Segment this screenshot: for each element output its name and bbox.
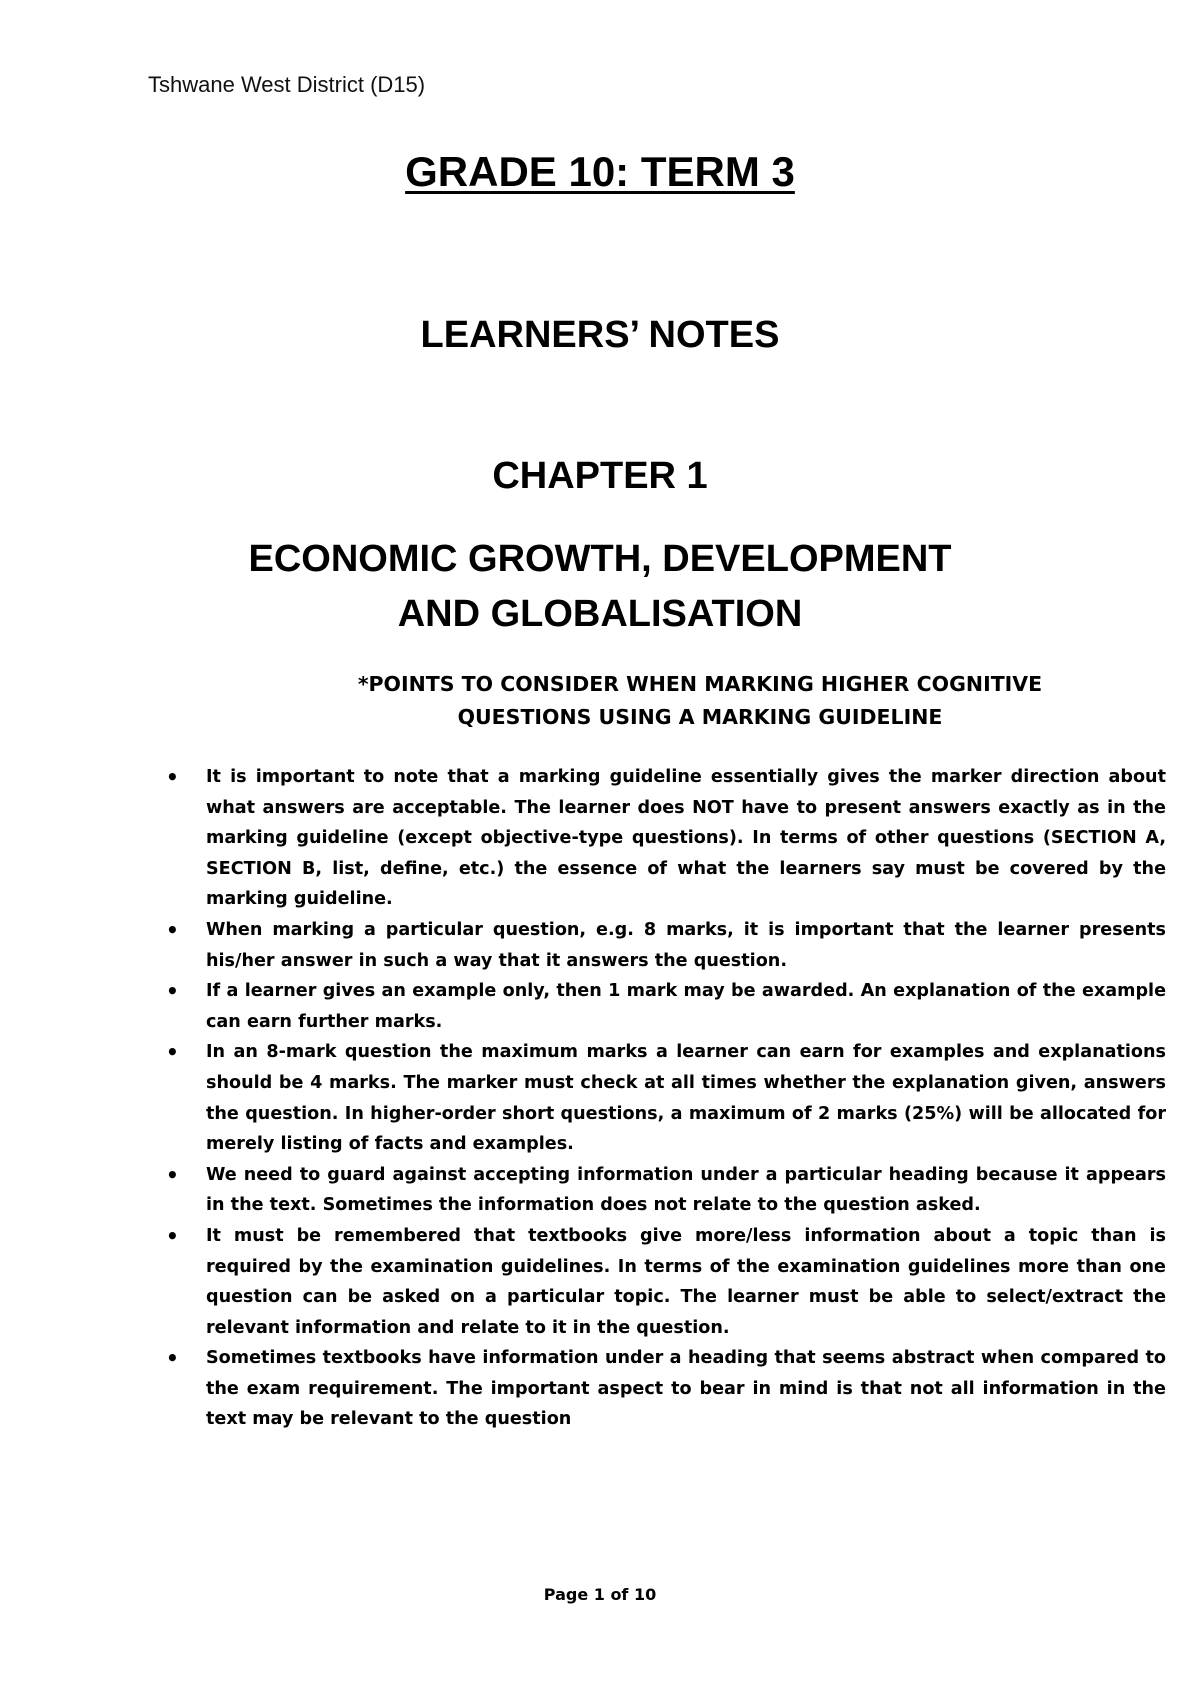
list-item (166, 1221, 1166, 1343)
chapter-topic-title (0, 532, 1200, 642)
list-item-text: When marking a particular question, e.g. 8 marks, it is important that the learner presents his/her answer in such a way that it answers the question. (206, 919, 1166, 971)
list-item-text: Sometimes textbooks have information under a heading that seems abstract when compared to the exam requirement. The important aspect to bear in mind is that not all information in the text may be relevant to the question (206, 1348, 1166, 1430)
list-item (166, 1343, 1166, 1435)
grade-term-title: GRADE 10: TERM 3 (405, 148, 795, 195)
points-heading-line-2: QUESTIONS USING A MARKING GUIDELINE (457, 705, 943, 729)
district-header: Tshwane West District (D15) (148, 72, 426, 97)
points-heading (280, 668, 1120, 734)
list-item (166, 1037, 1166, 1159)
bullet-icon: • (166, 917, 179, 942)
bullet-icon: • (166, 1040, 179, 1065)
chapter-topic-line-1: ECONOMIC GROWTH, DEVELOPMENT (248, 538, 952, 580)
list-item-text: It is important to note that a marking guideline essentially gives the marker direction about what answers are acceptable. The learner does NOT have to present answers exactly as in the marking guideline (except objective-type questions). In terms of other questions (SECTION A, SECTION B, list, define, etc.) the essence of what the learners say must be covered by the marking guideline. (206, 767, 1166, 910)
list-item-text: We need to guard against accepting information under a particular heading because it appears in the text. Sometimes the information does not relate to the question asked. (206, 1164, 1166, 1216)
bullet-icon: • (166, 1162, 179, 1187)
marking-points-list (166, 762, 1166, 1435)
chapter-title: CHAPTER 1 (492, 455, 708, 497)
bullet-icon: • (166, 979, 179, 1004)
list-item (166, 915, 1166, 976)
bullet-icon: • (166, 765, 179, 789)
list-item (166, 1160, 1166, 1221)
learners-notes-title: LEARNERS’ NOTES (420, 314, 780, 356)
page-number: Page 1 of 10 (543, 1585, 657, 1604)
list-item-text: If a learner gives an example only, then 1 mark may be awarded. An explanation of the example can earn further marks. (206, 981, 1166, 1032)
chapter-topic-line-2: AND GLOBALISATION (397, 593, 803, 635)
list-item (166, 976, 1166, 1037)
points-heading-line-1: *POINTS TO CONSIDER WHEN MARKING HIGHER COGNITIVE (357, 672, 1043, 696)
list-item (166, 762, 1166, 915)
list-item-text: It must be remembered that textbooks give more/less information about a topic than is required by the examination guidelines. In terms of the examination guidelines more than one question can be asked on a particular topic. The learner must be able to select/extract the relevant information and relate to it in the question. (206, 1225, 1166, 1338)
list-item-text: In an 8-mark question the maximum marks a learner can earn for examples and explanations should be 4 marks. The marker must check at all times whether the explanation given, answers the question. In higher-order short questions, a maximum of 2 marks (25%) will be allocated for merely listing of facts and examples. (206, 1042, 1166, 1155)
bullet-icon: • (166, 1346, 179, 1371)
bullet-icon: • (166, 1223, 179, 1248)
